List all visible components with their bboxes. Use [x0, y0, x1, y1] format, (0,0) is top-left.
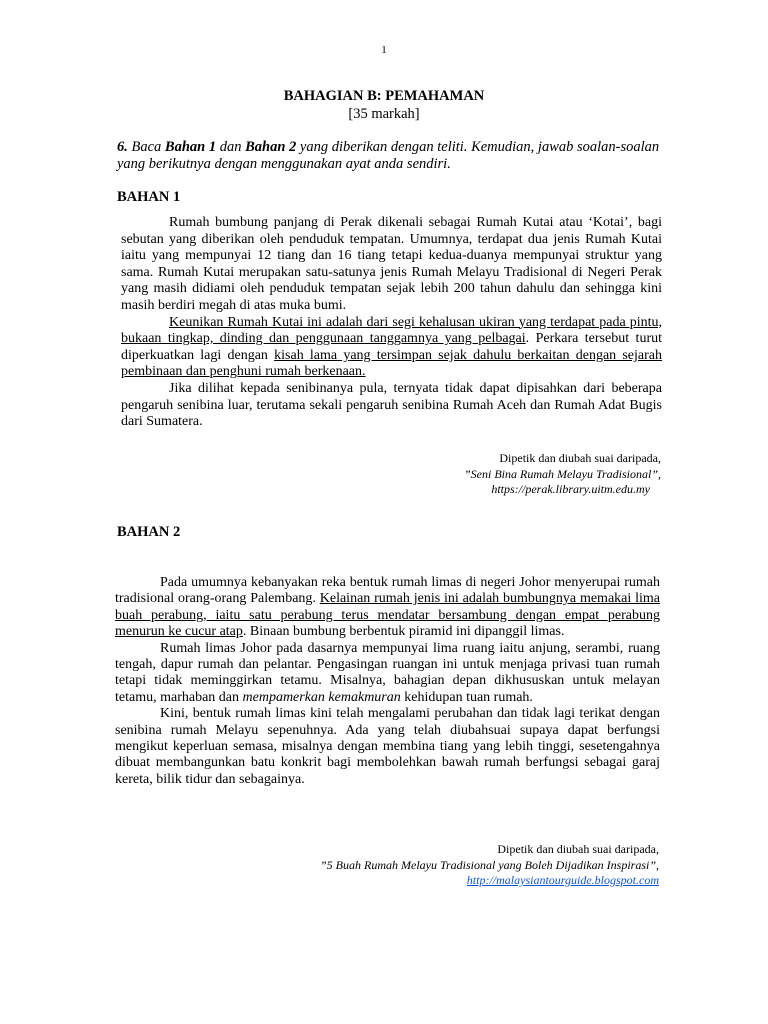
- bahan2-paragraph-1: [115, 575, 660, 641]
- section-title: BAHAGIAN B: PEMAHAMAN: [283, 88, 485, 104]
- question-text-3: yang diberikan dengan teliti. Kemudian, jawab soalan-soalan yang berikutnya dengan menggunakan ayat anda sendiri.: [117, 139, 660, 172]
- bahan2-italic-1: mempamerkan kemakmuran: [242, 689, 401, 705]
- bahan1-paragraph-3: Jika dilihat kepada senibinanya pula, ternyata tidak dapat dipisahkan dari beberapa pengaruh senibina luar, terutama sekali pengaruh senibina Rumah Aceh dan Rumah Adat Bugis dari Sumatera.: [121, 380, 662, 430]
- question-text-2: dan: [219, 139, 242, 155]
- bahan2-heading: BAHAN 2: [117, 524, 181, 540]
- bahan1-underline-1: Keunikan Rumah Kutai ini adalah dari segi kehalusan ukiran yang terdapat pada pintu, bukaan tingkap, dinding dan penggunaan tanggamnya yang pelbagai: [121, 314, 662, 347]
- bahan1-underline-2: kisah lama yang tersimpan sejak dahulu berkaitan dengan sejarah pembinaan dan penghuni rumah berkenaan.: [121, 347, 663, 380]
- marks-label: [35 markah]: [348, 106, 420, 122]
- bahan1-text: [121, 215, 662, 431]
- bahan2-source-line-1: Dipetik dan diubah suai daripada,: [497, 842, 659, 856]
- bahan2-text: [115, 575, 660, 788]
- question-bahan1: Bahan 1: [164, 139, 217, 155]
- bahan2-source-link[interactable]: http://malaysiantourguide.blogspot.com: [466, 873, 659, 887]
- bahan2-text-4: kehidupan tuan rumah.: [400, 689, 533, 705]
- question-number: 6.: [117, 139, 128, 155]
- bahan1-source-line-1: Dipetik dan diubah suai daripada,: [499, 451, 661, 465]
- question-instruction: [117, 139, 662, 173]
- question-bahan2: Bahan 2: [245, 139, 297, 155]
- bahan1-paragraph-1: Rumah bumbung panjang di Perak dikenali sebagai Rumah Kutai atau ‘Kotai’, bagi sebutan yang diberikan oleh penduduk tempatan. Umumnya, terdapat dua jenis Rumah Kutai iaitu yang mempunyai 12 tiang dan 16 tiang tetapi kedua-duanya mempunyai struktur yang sama. Rumah Kutai merupakan satu-satunya jenis Rumah Melayu Tradisional di Negeri Perak yang masih didiami oleh penduduk tempatan sejak lebih 200 tahun dahulu dan sehingga kini masih berdiri megah di atas muka bumi.: [121, 215, 662, 313]
- bahan1-text-1: . Perkara tersebut turut diperkuatkan lagi dengan: [121, 331, 662, 363]
- bahan2-source: [320, 842, 659, 889]
- bahan1-heading: BAHAN 1: [117, 189, 181, 205]
- bahan1-source: [464, 451, 661, 498]
- question-text-1: Baca: [131, 139, 162, 155]
- bahan2-paragraph-2: [115, 641, 660, 707]
- page-number: 1: [381, 44, 387, 56]
- bahan1-paragraph-2: [121, 315, 662, 381]
- bahan2-paragraph-3: Kini, bentuk rumah limas kini telah mengalami perubahan dan tidak lagi terikat dengan senibina rumah Melayu sepenuhnya. Ada yang telah diubahsuai supaya dapat berfungsi mengikut keperluan semasa, misalnya dengan membina tiang yang lebih tinggi, sesetengahnya dibuat membangunkan batu konkrit bagi membolehkan bawah rumah berfungsi sebagai garaj kereta, bilik tidur dan sebagainya.: [115, 706, 660, 787]
- bahan2-text-3: Rumah limas Johor pada dasarnya mempunyai lima ruang iaitu anjung, serambi, ruang tengah, dapur rumah dan pelantar. Pengasingan ruangan ini untuk menjaga privasi tuan rumah tetapi tidak meminggirkan tetamu. Misalnya, bahagian depan dikhususkan untuk melayan tetamu, marhaban dan: [115, 640, 660, 705]
- bahan1-source-title: ”Seni Bina Rumah Melayu Tradisional”,: [463, 466, 661, 481]
- bahan1-source-url: https://perak.library.uitm.edu.my: [491, 482, 650, 496]
- bahan2-text-2: . Binaan bumbung berbentuk piramid ini dipanggil limas.: [242, 624, 565, 640]
- bahan2-source-title: ”5 Buah Rumah Melayu Tradisional yang Boleh Dijadikan Inspirasi”,: [320, 857, 659, 872]
- bahan2-underline-1: Kelainan rumah jenis ini adalah bumbungnya memakai lima buah perabung, iaitu satu perabung terus mendatar bersambung dengan empat perabung menurun ke cucur atap: [115, 591, 660, 640]
- bahan2-text-1: Pada umumnya kebanyakan reka bentuk rumah limas di negeri Johor menyerupai rumah tradisional orang-orang Palembang.: [115, 575, 660, 607]
